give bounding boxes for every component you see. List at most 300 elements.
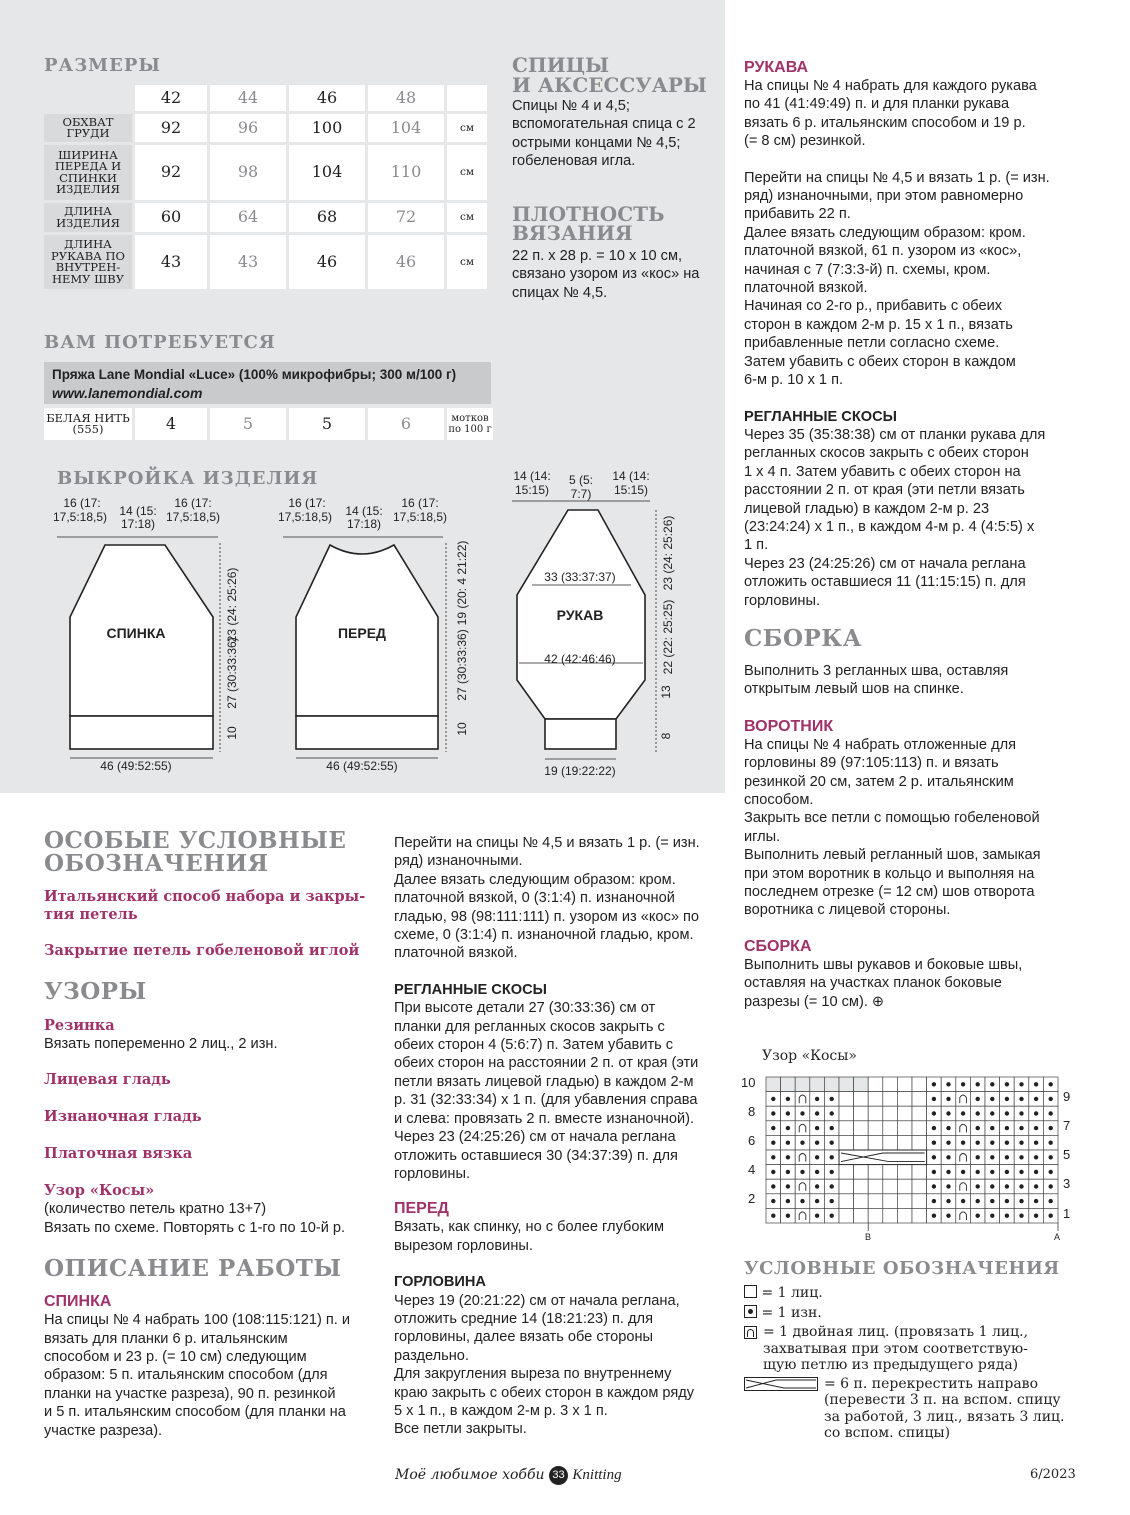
purl-mark	[1019, 1170, 1023, 1174]
purl-mark	[830, 1126, 834, 1130]
svg-text:46 (49:52:55): 46 (49:52:55)	[326, 759, 398, 773]
purl-mark	[1034, 1126, 1038, 1130]
front-hem	[296, 716, 438, 749]
sleeve-hem	[545, 719, 616, 749]
svg-text:16 (17:: 16 (17:	[288, 496, 326, 510]
purl-mark	[815, 1141, 819, 1145]
legend	[744, 1259, 1104, 1442]
chart-cell	[912, 1121, 927, 1136]
cable-chart	[736, 1070, 1086, 1245]
purl-mark	[786, 1097, 790, 1101]
purl-mark	[771, 1199, 775, 1203]
chart-cell	[912, 1194, 927, 1209]
purl-mark	[976, 1111, 980, 1115]
legend-title: УСЛОВНЫЕ ОБОЗНАЧЕНИЯ	[744, 1258, 1060, 1279]
table-row: ДЛИНА ИЗДЕЛИЯ 60 64 68 72 см	[44, 203, 487, 232]
chart-cell	[897, 1135, 912, 1150]
back-label: СПИНКА	[106, 625, 166, 641]
chart-cell	[839, 1208, 854, 1223]
purl-mark	[1049, 1141, 1053, 1145]
purl-mark	[1034, 1184, 1038, 1188]
svg-text:22 (22: 25:25): 22 (22: 25:25)	[661, 599, 675, 675]
purl-icon	[744, 1305, 757, 1318]
purl-mark	[990, 1111, 994, 1115]
svg-text:33 (33:37:37): 33 (33:37:37)	[544, 570, 616, 584]
svg-text:17,5:18,5): 17,5:18,5)	[392, 510, 448, 524]
purl-mark	[1049, 1082, 1053, 1086]
svg-text:14 (15:: 14 (15:	[345, 504, 383, 518]
purl-mark	[932, 1126, 936, 1130]
purl-mark	[1005, 1097, 1009, 1101]
needles-text: Спицы № 4 и 4,5; вспомогательная спица с 2 острыми концами № 4,5; гобеленовая игла.	[512, 98, 696, 170]
purl-mark	[771, 1214, 775, 1218]
svg-text:14 (14:: 14 (14:	[513, 469, 551, 483]
svg-text:1: 1	[1063, 1206, 1071, 1221]
chart-cell	[795, 1121, 810, 1136]
svg-text:10: 10	[741, 1075, 756, 1090]
purl-mark	[990, 1126, 994, 1130]
svg-text:15:15): 15:15)	[514, 483, 550, 497]
purl-mark	[800, 1170, 804, 1174]
svg-text:27 (30:33:36): 27 (30:33:36)	[455, 629, 469, 701]
svg-text:14 (14:: 14 (14:	[612, 469, 650, 483]
pattern-diagram	[0, 465, 725, 785]
svg-text:6: 6	[748, 1133, 756, 1148]
legend-cross: = 6 п. перекрестить направо (перевести 3 п. на вспом. спицу за работой, 3 лиц., вязать 3 лиц. со вспом. спицы)	[744, 1376, 1104, 1442]
purl-mark	[932, 1082, 936, 1086]
purl-mark	[1019, 1111, 1023, 1115]
purl-mark	[786, 1214, 790, 1218]
purl-mark	[1019, 1126, 1023, 1130]
chart-cell	[897, 1121, 912, 1136]
chart-cell	[912, 1179, 927, 1194]
purl-mark	[1005, 1184, 1009, 1188]
purl-mark	[1049, 1097, 1053, 1101]
yarn-site: www.lanemondial.com	[52, 385, 203, 401]
purl-mark	[946, 1199, 950, 1203]
purl-mark	[815, 1199, 819, 1203]
purl-mark	[815, 1126, 819, 1130]
svg-text:9: 9	[1063, 1089, 1071, 1104]
purl-mark	[932, 1214, 936, 1218]
chart-cell	[839, 1165, 854, 1180]
sleeve-raglan-title: РЕГЛАННЫЕ СКОСЫ	[744, 408, 897, 425]
cable-cross-icon	[744, 1377, 818, 1391]
purl-mark	[786, 1126, 790, 1130]
purl-mark	[932, 1141, 936, 1145]
svg-text:16 (17:: 16 (17:	[63, 496, 101, 510]
purl-mark	[961, 1082, 965, 1086]
special-item-italian: Итальянский способ набора и закры-	[44, 888, 366, 905]
table-row: БЕЛАЯ НИТЬ (555) 4 5 5 6 мотков по 100 г	[44, 408, 493, 440]
chart-cell	[883, 1106, 898, 1121]
sizes-title: РАЗМЕРЫ	[44, 55, 161, 76]
chart-cell	[883, 1121, 898, 1136]
chart-cell	[897, 1077, 912, 1092]
size-42: 42	[135, 85, 207, 111]
chart-cell	[795, 1077, 810, 1092]
chart-cell	[795, 1179, 810, 1194]
footer-brand: Моё любимое хобби 33 Knitting	[395, 1467, 622, 1483]
purl-mark	[1049, 1199, 1053, 1203]
purl-mark	[771, 1141, 775, 1145]
purl-mark	[1019, 1097, 1023, 1101]
chart-cell	[839, 1179, 854, 1194]
chart-cell	[883, 1135, 898, 1150]
svg-text:7: 7	[1063, 1118, 1071, 1133]
chart-cell	[810, 1077, 825, 1092]
chart-cell	[912, 1135, 927, 1150]
purl-mark	[1049, 1155, 1053, 1159]
purl-mark	[990, 1141, 994, 1145]
purl-mark	[1019, 1214, 1023, 1218]
purl-mark	[990, 1199, 994, 1203]
svg-text:13: 13	[659, 685, 673, 699]
purl-mark	[976, 1097, 980, 1101]
purl-mark	[946, 1214, 950, 1218]
purl-mark	[946, 1184, 950, 1188]
svg-text:14 (15:: 14 (15:	[119, 504, 157, 518]
svg-text:19 (20: 4 21:22): 19 (20: 4 21:22)	[455, 540, 469, 626]
pattern-title: ВЫКРОЙКА ИЗДЕЛИЯ	[57, 468, 319, 489]
chart-cell	[868, 1135, 883, 1150]
purl-mark	[1005, 1170, 1009, 1174]
svg-text:17,5:18,5): 17,5:18,5)	[277, 510, 333, 524]
svg-text:27 (30:33:36): 27 (30:33:36)	[225, 637, 239, 709]
purl-mark	[1005, 1199, 1009, 1203]
purl-mark	[830, 1199, 834, 1203]
table-row: ОБХВАТ ГРУДИ 92 96 100 104 см	[44, 114, 487, 142]
chart-cell	[854, 1106, 869, 1121]
chart-cell	[912, 1208, 927, 1223]
chart-cell	[839, 1106, 854, 1121]
chart-cell	[883, 1077, 898, 1092]
chart-cell	[766, 1077, 781, 1092]
purl-mark	[946, 1111, 950, 1115]
chart-cell	[897, 1208, 912, 1223]
yarn-box	[44, 362, 491, 404]
svg-text:B: B	[865, 1232, 872, 1242]
purl-mark	[961, 1199, 965, 1203]
purl-mark	[946, 1170, 950, 1174]
purl-mark	[932, 1170, 936, 1174]
chart-cell	[868, 1106, 883, 1121]
svg-text:7:7): 7:7)	[570, 487, 592, 501]
size-48: 48	[368, 85, 444, 111]
purl-mark	[1049, 1170, 1053, 1174]
svg-text:8: 8	[659, 732, 673, 740]
chart-cell	[912, 1077, 927, 1092]
purl-mark	[932, 1111, 936, 1115]
sizes-table	[41, 82, 490, 292]
back-title: СПИНКА	[44, 1293, 112, 1311]
special-item-tapestry: Закрытие петель гобеленовой иглой	[44, 942, 360, 959]
purl-mark	[990, 1170, 994, 1174]
purl-mark	[976, 1184, 980, 1188]
sleeves-title: РУКАВА	[744, 59, 809, 76]
knit-icon	[744, 1285, 757, 1298]
needles-title: СПИЦЫ	[512, 53, 610, 77]
double-knit-icon	[744, 1326, 757, 1339]
purl-mark	[1034, 1155, 1038, 1159]
purl-mark	[1019, 1141, 1023, 1145]
rib-title: Резинка	[44, 1017, 115, 1034]
purl-mark	[946, 1126, 950, 1130]
svg-text:19 (19:22:22): 19 (19:22:22)	[544, 764, 616, 778]
purl-mark	[815, 1170, 819, 1174]
chart-title: Узор «Косы»	[762, 1048, 857, 1064]
purl-mark	[976, 1214, 980, 1218]
svg-text:17,5:18,5): 17,5:18,5)	[165, 510, 221, 524]
svg-text:17:18): 17:18)	[120, 517, 156, 531]
purl-mark	[1019, 1184, 1023, 1188]
purl-mark	[830, 1214, 834, 1218]
chart-cell	[854, 1092, 869, 1107]
purl-mark	[976, 1082, 980, 1086]
gauge-block	[512, 202, 712, 302]
svg-text:16 (17:: 16 (17:	[401, 496, 439, 510]
collar-title: ВОРОТНИК	[744, 717, 834, 735]
purl-mark	[1019, 1082, 1023, 1086]
purl-mark	[932, 1199, 936, 1203]
svg-text:42 (42:46:46): 42 (42:46:46)	[544, 652, 616, 666]
back-text: На спицы № 4 набрать 100 (108:115:121) п. и вязать для планки 6 р. итальянским способом и 23 р. (= 10 см) следующим образом: 5 п. итальянским способом (для планки на участке разреза), 90 п. резинкой и 5 п. итальянским способом (для планки на участке разреза).	[44, 1312, 351, 1439]
purl-mark	[1005, 1126, 1009, 1130]
legend-purl: = 1 изн.	[744, 1305, 1104, 1322]
purl-mark	[771, 1170, 775, 1174]
purl-mark	[771, 1111, 775, 1115]
purl-mark	[961, 1170, 965, 1174]
legend-double: = 1 двойная лиц. (провязать 1 лиц., захватывая при этом соответствую- щую петлю из предыдущего ряда)	[744, 1324, 1104, 1374]
chart-cell	[854, 1077, 869, 1092]
chart-cell	[956, 1179, 971, 1194]
chart-cell	[868, 1194, 883, 1209]
chart-cell	[897, 1092, 912, 1107]
purl-mark	[946, 1082, 950, 1086]
chart-cell	[868, 1077, 883, 1092]
chart-cell	[956, 1092, 971, 1107]
chart-cell	[897, 1165, 912, 1180]
assembly-title: СБОРКА	[744, 624, 862, 652]
purl-mark	[771, 1126, 775, 1130]
svg-text:2: 2	[748, 1191, 756, 1206]
purl-mark	[771, 1097, 775, 1101]
purl-mark	[786, 1199, 790, 1203]
chart-cell	[839, 1121, 854, 1136]
chart-cell	[883, 1092, 898, 1107]
chart-cell	[854, 1165, 869, 1180]
front-label: ПЕРЕД	[337, 625, 387, 641]
purl-mark	[830, 1097, 834, 1101]
svg-text:10: 10	[455, 722, 469, 736]
purl-mark	[815, 1111, 819, 1115]
gauge-text: 22 п. х 28 р. = 10 х 10 см, связано узором из «кос» на спицах № 4,5.	[512, 248, 700, 301]
yarn-table	[41, 405, 496, 443]
purl-mark	[1034, 1111, 1038, 1115]
patterns-title: УЗОРЫ	[44, 978, 147, 1005]
neck-title: ГОРЛОВИНА	[394, 1274, 486, 1291]
purl-mark	[800, 1141, 804, 1145]
svg-text:17:18): 17:18)	[346, 517, 382, 531]
svg-text:3: 3	[1063, 1176, 1071, 1191]
svg-text:17,5:18,5): 17,5:18,5)	[52, 510, 108, 524]
purl-mark	[786, 1141, 790, 1145]
purl-mark	[990, 1184, 994, 1188]
purl-mark	[1049, 1126, 1053, 1130]
purl-mark	[976, 1141, 980, 1145]
footer-issue: 6/2023	[1030, 1467, 1076, 1482]
purl-mark	[830, 1184, 834, 1188]
purl-mark	[946, 1097, 950, 1101]
svg-text:A: A	[1054, 1232, 1061, 1242]
svg-text:16 (17:: 16 (17:	[174, 496, 212, 510]
purl-mark	[990, 1214, 994, 1218]
chart-cell	[854, 1121, 869, 1136]
purl-mark	[1005, 1082, 1009, 1086]
chart-cell	[897, 1194, 912, 1209]
chart-cell	[897, 1106, 912, 1121]
purl-mark	[800, 1111, 804, 1115]
purl-mark	[1034, 1141, 1038, 1145]
assembly2-title: СБОРКА	[744, 937, 812, 955]
purl-mark	[830, 1141, 834, 1145]
purl-mark	[1005, 1141, 1009, 1145]
purl-mark	[1034, 1082, 1038, 1086]
purl-mark	[771, 1155, 775, 1159]
purl-mark	[932, 1097, 936, 1101]
purl-mark	[1034, 1170, 1038, 1174]
purl-mark	[961, 1111, 965, 1115]
chart-cell	[912, 1106, 927, 1121]
purl-mark	[830, 1155, 834, 1159]
purl-mark	[961, 1141, 965, 1145]
purl-mark	[946, 1155, 950, 1159]
chart-cell	[912, 1165, 927, 1180]
page-number: 33	[549, 1466, 568, 1485]
svg-text:46 (49:52:55): 46 (49:52:55)	[100, 759, 172, 773]
chart-cell	[883, 1179, 898, 1194]
svg-text:23 (24: 25:26): 23 (24: 25:26)	[225, 567, 239, 643]
purl-mark	[786, 1184, 790, 1188]
table-row: ШИРИНА ПЕРЕДА И СПИНКИ ИЗДЕЛИЯ 92 98 104 110 см	[44, 145, 487, 200]
cable-cross-mark	[839, 1150, 927, 1165]
chart-cell	[854, 1194, 869, 1209]
chart-cell	[912, 1092, 927, 1107]
chart-cell	[839, 1077, 854, 1092]
purl-mark	[1034, 1199, 1038, 1203]
purl-mark	[1019, 1199, 1023, 1203]
chart-cell	[795, 1150, 810, 1165]
purl-mark	[815, 1214, 819, 1218]
purl-mark	[786, 1111, 790, 1115]
chart-cell	[868, 1121, 883, 1136]
legend-knit: = 1 лиц.	[744, 1285, 1104, 1302]
svg-text:8: 8	[748, 1104, 756, 1119]
purl-mark	[1005, 1111, 1009, 1115]
need-title: ВАМ ПОТРЕБУЕТСЯ	[44, 332, 276, 353]
chart-cell	[839, 1135, 854, 1150]
purl-mark	[786, 1170, 790, 1174]
gauge-title: ПЛОТНОСТЬ ВЯЗАНИЯ	[512, 202, 665, 245]
svg-text:23 (24: 25:26): 23 (24: 25:26)	[661, 515, 675, 591]
chart-cell	[897, 1179, 912, 1194]
chart-cell	[795, 1092, 810, 1107]
chart-cell	[854, 1208, 869, 1223]
chart-cell	[883, 1165, 898, 1180]
purl-mark	[932, 1184, 936, 1188]
chart-cell	[781, 1077, 796, 1092]
purl-mark	[990, 1082, 994, 1086]
purl-mark	[815, 1155, 819, 1159]
purl-mark	[990, 1097, 994, 1101]
chart-cell	[956, 1150, 971, 1165]
table-row: ДЛИНА РУКАВА ПО ВНУТРЕН-НЕМУ ШВУ 43 43 46 46 см	[44, 235, 487, 289]
svg-text:10: 10	[225, 726, 239, 740]
purl-mark	[786, 1155, 790, 1159]
size-44: 44	[210, 85, 286, 111]
chart-cell	[956, 1121, 971, 1136]
chart-cell	[883, 1194, 898, 1209]
purl-mark	[830, 1170, 834, 1174]
purl-mark	[976, 1199, 980, 1203]
chart-cell	[824, 1077, 839, 1092]
col2: Перейти на спицы № 4,5 и вязать 1 р. (= изн. ряд) изнаночными. Далее вязать следующим образом: кром. платочной вязкой, 0 (3:1:4) п. изнаночной гладью, 98 (98:111:111) п. узором из «кос» по схеме, 0 (3:1:4) п. изнаночной гладью, кром. платочной вязкой. РЕГЛАННЫЕ СКОСЫ При высоте детали 27 (30:33:36) см от планки для регланных скосов закрыть с обеих сторон 4 (5:6:7) п. Затем убавить с обеих сторон на расстоянии 2 п. от края (эти петли вязать лицевой гладью) в каждом 2-м р. 31 (32:33:34) х 1 п. (для убавления справа и слева: провязать 2 п. вместе изнаночной). Через 23 (24:25:26) см от начала реглана отложить оставшиеся 30 (34:37:39) п. для горловины. ПЕРЕД Вязать, как спинку, но с более глубоким вырезом горловины. ГОРЛОВИНА Через 19 (20:21:22) см от начала реглана, отложить средние 14 (18:21:23) п. для горловины, далее вязать обе стороны раздельно. Для закругления выреза по внутреннему краю закрыть с обеих сторон в каждом ряду 5 х 1 п., в каждом 2-м р. 3 х 1 п. Все петли закрыты.	[394, 834, 724, 1439]
work-title: ОПИСАНИЕ РАБОТЫ	[44, 1255, 342, 1283]
size-46: 46	[289, 85, 365, 111]
col3: РУКАВА На спицы № 4 набрать для каждого рукава по 41 (41:49:49) п. и для планки рукава вязать 6 р. итальянским способом и 19 р. (= 8 см) резинкой. Перейти на спицы № 4,5 и вязать 1 р. (= изн. ряд) изнаночными, при этом равномерно прибавить 22 п. Далее вязать следующим образом: кром. платочной вязкой, 61 п. узором из «кос», начиная с 7 (7:3:3-й) п. схемы, кром. платочной вязкой. Начиная со 2-го р., прибавить с обеих сторон в каждом 2-м р. 15 х 1 п., вязать прибавленные петли согласно схеме. Затем убавить с обеих сторон в каждом 6-м р. 10 х 1 п. РЕГЛАННЫЕ СКОСЫ Через 35 (35:38:38) см от планки рукава для регланных скосов закрыть с обеих сторон 1 х 4 п. Затем убавить с обеих сторон на расстоянии 2 п. от края (эти петли вязать лицевой гладью) в каждом 2-м р. 23 (23:24:24) х 1 п., в каждом 4-м р. 4 (4:5:5) х 1 п. Через 23 (24:25:26) см от начала реглана отложить оставшиеся 11 (11:15:15) п. для горловины. СБОРКА Выполнить 3 регланных шва, оставляя открытым левый шов на спинке. ВОРОТНИК На спицы № 4 набрать отложенные для горловины 89 (97:105:113) п. и вязать резинкой 20 см, затем 2 р. итальянским способом. Закрыть все петли с помощью гобеленовой иглы. Выполнить левый регланный шов, замыкая при этом воротник в кольцо и выполняя на последнем отрезке (= 12 см) шов отворота воротника с лицевой стороны. СБОРКА Выполнить швы рукавов и боковые швы, оставляя на участках планок боковые разрезы (= 10 см). ⊕	[744, 59, 1104, 1011]
yarn-name: Пряжа Lane Mondial «Luce» (100% микрофибры; 300 м/100 г)	[52, 367, 457, 382]
chart-cell	[854, 1179, 869, 1194]
needles-block: СПИЦЫ И АКСЕССУАРЫ Спицы № 4 и 4,5; вспомогательная спица с 2 острыми концами № 4,5; гобеленовая игла.	[512, 56, 712, 171]
back-hem	[70, 716, 213, 749]
svg-text:5: 5	[1063, 1147, 1071, 1162]
purl-mark	[771, 1184, 775, 1188]
sleeve-label: РУКАВ	[556, 607, 604, 623]
purl-mark	[1005, 1214, 1009, 1218]
chart-cell	[883, 1208, 898, 1223]
purl-mark	[946, 1141, 950, 1145]
svg-text:15:15): 15:15)	[613, 483, 649, 497]
purl-mark	[1005, 1155, 1009, 1159]
purl-mark	[932, 1155, 936, 1159]
chart-cell	[854, 1135, 869, 1150]
col1: ОСОБЫЕ УСЛОВНЫЕ ОБОЗНАЧЕНИЯ Итальянский способ набора и закры- тия петель Закрытие петель гобеленовой иглой УЗОРЫ Резинка Вязать попеременно 2 лиц., 2 изн. Лицевая гладь Изнаночная гладь Платочная вязка Узор «Косы» (количество петель кратно 13+7) Вязать по схеме. Повторять с 1-го по 10-й р. ОПИСАНИЕ РАБОТЫ СПИНКА На спицы № 4 набрать 100 (108:115:121) п. и вязать для планки 6 р. итальянским способом и 23 р. (= 10 см) следующим образом: 5 п. итальянским способом (для планки на участке разреза), 90 п. резинкой и 5 п. итальянским способом (для планки на участке разреза).	[44, 829, 374, 1440]
purl-mark	[815, 1097, 819, 1101]
raglan-title: РЕГЛАННЫЕ СКОСЫ	[394, 981, 547, 998]
chart-cell	[868, 1165, 883, 1180]
chart-cell	[868, 1092, 883, 1107]
purl-mark	[1034, 1097, 1038, 1101]
purl-mark	[800, 1199, 804, 1203]
chart-cell	[868, 1179, 883, 1194]
purl-mark	[815, 1184, 819, 1188]
purl-mark	[976, 1170, 980, 1174]
chart-cell	[839, 1194, 854, 1209]
purl-mark	[1019, 1155, 1023, 1159]
purl-mark	[830, 1111, 834, 1115]
front-title: ПЕРЕД	[394, 1200, 449, 1218]
chart-cell	[795, 1208, 810, 1223]
chart-cell	[868, 1208, 883, 1223]
svg-text:5 (5:: 5 (5:	[568, 473, 594, 487]
special-title: ОСОБЫЕ УСЛОВНЫЕ	[44, 827, 347, 854]
purl-mark	[976, 1126, 980, 1130]
purl-mark	[1049, 1214, 1053, 1218]
purl-mark	[1034, 1214, 1038, 1218]
chart-cell	[956, 1208, 971, 1223]
chart-grid	[766, 1077, 1058, 1231]
purl-mark	[976, 1155, 980, 1159]
